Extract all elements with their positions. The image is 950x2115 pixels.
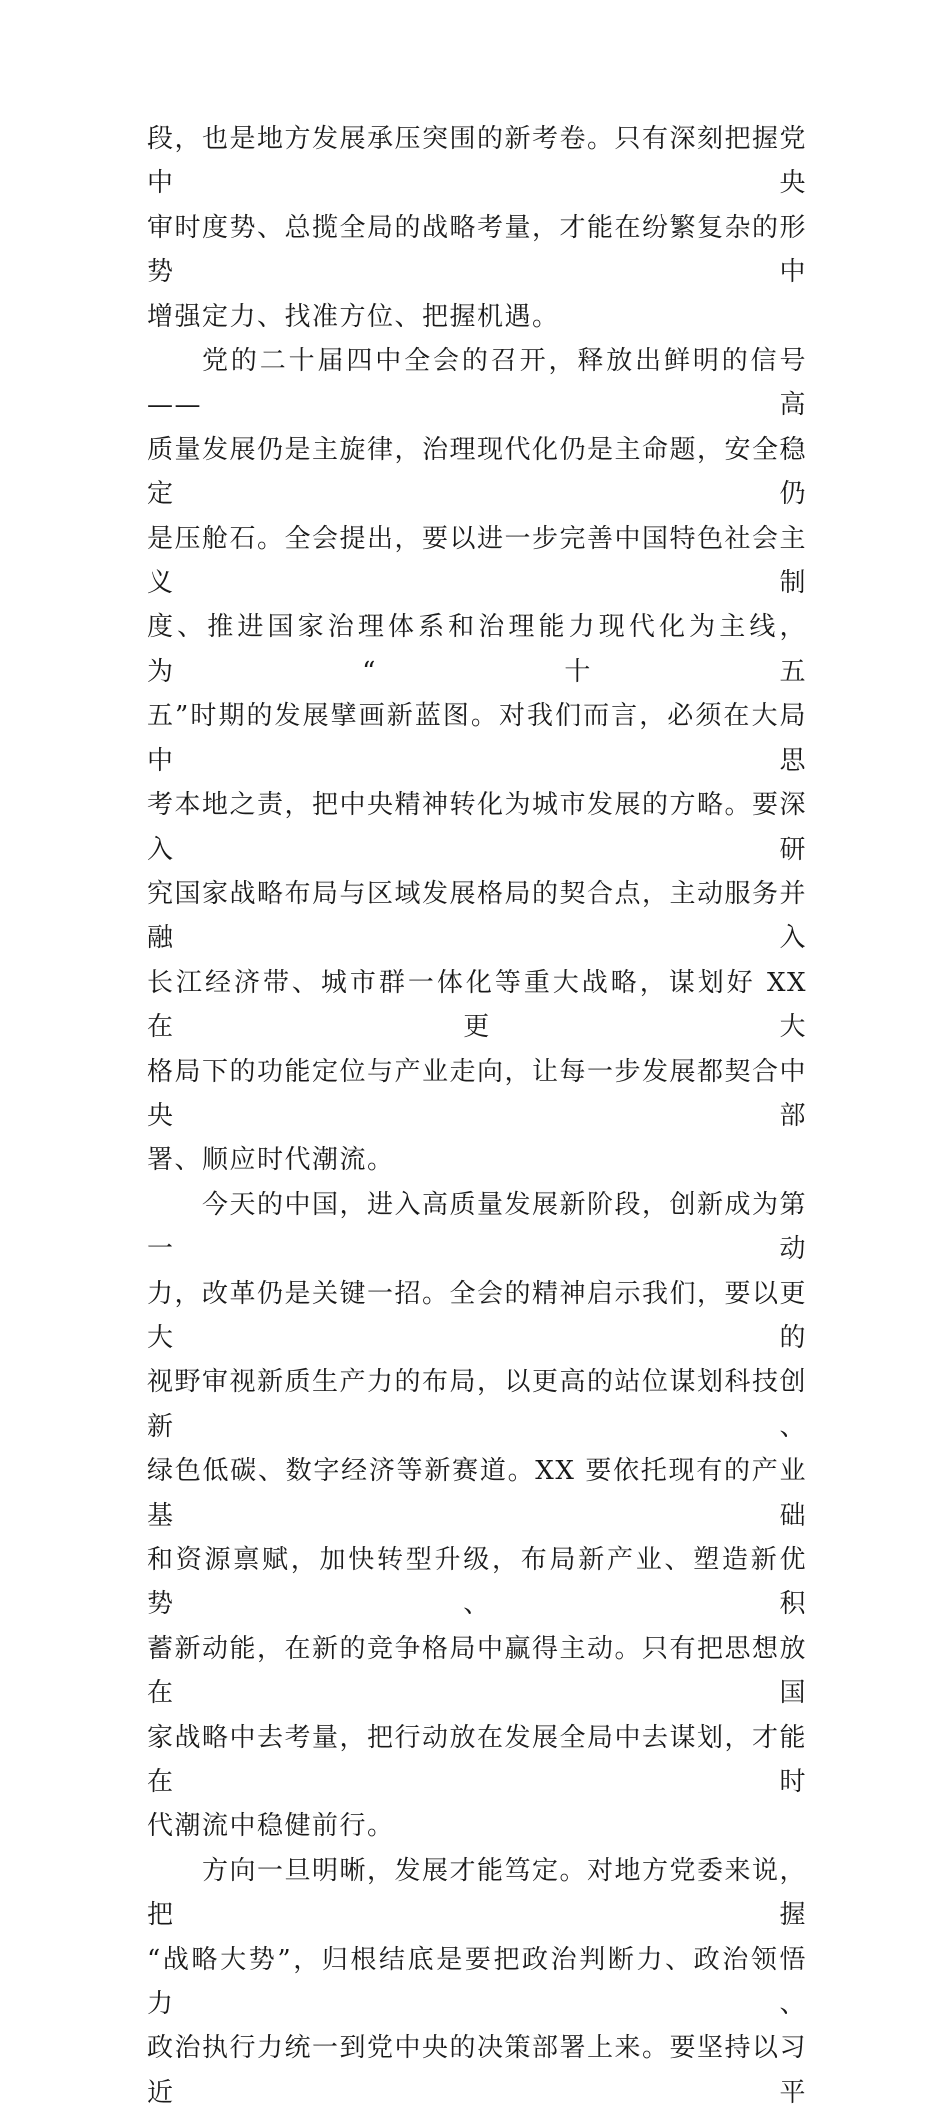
line-6: 是压舱石。全会提出，要以进一步完善中国特色社会主义制 xyxy=(147,523,808,599)
line-5: 质量发展仍是主旋律，治理现代化仍是主命题，安全稳定仍 xyxy=(147,434,808,510)
line-24: 政治执行力统一到党中央的决策部署上来。要坚持以习近平 xyxy=(147,2033,808,2108)
line-11: 长江经济带、城市群一体化等重大战略，谋划好 XX 在更大 xyxy=(147,967,807,1043)
line-16: 视野审视新质生产力的布局，以更高的站位谋划科技创新、 xyxy=(147,1367,808,1442)
line-14: 今天的中国，进入高质量发展新阶段，创新成为第一动 xyxy=(147,1189,808,1265)
line-21: 代潮流中稳健前行。 xyxy=(147,1811,395,1842)
line-4: 党的二十届四中全会的召开，释放出鲜明的信号——高 xyxy=(147,346,807,421)
line-1: 段，也是地方发展承压突围的新考卷。只有深刻把握党中央 xyxy=(147,124,808,199)
line-10: 究国家战略布局与区域发展格局的契合点，主动服务并融入 xyxy=(147,878,808,954)
line-17: 绿色低碳、数字经济等新赛道。XX 要依托现有的产业基础 xyxy=(147,1456,807,1531)
line-13: 署、顺应时代潮流。 xyxy=(147,1145,395,1176)
line-19: 蓄新动能，在新的竞争格局中赢得主动。只有把思想放在国 xyxy=(147,1633,808,1709)
line-3: 增强定力、找准方位、把握机遇。 xyxy=(147,301,560,332)
line-20: 家战略中去考量，把行动放在发展全局中去谋划，才能在时 xyxy=(147,1722,808,1798)
line-12: 格局下的功能定位与产业走向，让每一步发展都契合中央部 xyxy=(147,1056,808,1131)
line-7: 度、推进国家治理体系和治理能力现代化为主线，为“十五 xyxy=(147,612,807,687)
line-15: 力，改革仍是关键一招。全会的精神启示我们，要以更大的 xyxy=(147,1278,808,1353)
document-page xyxy=(147,117,807,2115)
line-23: “战略大势”，归根结底是要把政治判断力、政治领悟力、 xyxy=(147,1944,807,2020)
line-9: 考本地之责，把中央精神转化为城市发展的方略。要深入研 xyxy=(147,790,808,865)
line-2: 审时度势、总揽全局的战略考量，才能在纷繁复杂的形势中 xyxy=(147,212,808,288)
line-18: 和资源禀赋，加快转型升级，布局新产业、塑造新优势、积 xyxy=(147,1545,807,1620)
line-8: 五”时期的发展擘画新蓝图。对我们而言，必须在大局中思 xyxy=(147,701,807,776)
line-22: 方向一旦明晰，发展才能笃定。对地方党委来说，把握 xyxy=(147,1855,808,1931)
